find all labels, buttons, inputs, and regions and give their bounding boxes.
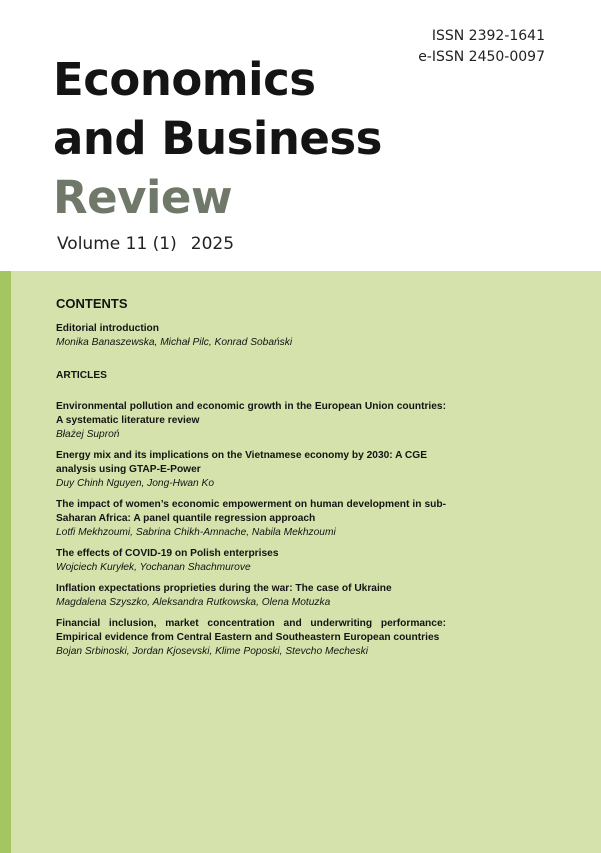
article-authors: Wojciech Kuryłek, Yochanan Shachmurove xyxy=(56,562,251,573)
article-authors: Błażej Suproń xyxy=(56,429,120,440)
title-line-economics: Economics xyxy=(53,53,316,106)
volume-line xyxy=(57,234,234,254)
article-entry xyxy=(56,498,446,540)
table-of-contents xyxy=(56,296,446,666)
title-line-review: Review xyxy=(53,171,233,224)
article-entry xyxy=(56,547,446,575)
editorial-title: Editorial introduction xyxy=(56,323,159,334)
article-title: The impact of women’s economic empowerment on human development in sub-Saharan Africa: A panel quantile regression approach xyxy=(56,499,446,524)
article-title: Inflation expectations proprieties during the war: The case of Ukraine xyxy=(56,583,392,594)
journal-title xyxy=(53,50,382,227)
article-authors: Bojan Srbinoski, Jordan Kjosevski, Klime Poposki, Stevcho Mecheski xyxy=(56,646,368,657)
eissn: e-ISSN 2450-0097 xyxy=(418,49,545,65)
article-entry xyxy=(56,449,446,491)
issn: ISSN 2392-1641 xyxy=(431,28,545,44)
title-line-and-business: and Business xyxy=(53,112,382,165)
editorial-entry xyxy=(56,322,446,350)
article-title: Environmental pollution and economic growth in the European Union countries: A systematic literature review xyxy=(56,401,446,426)
articles-heading: ARTICLES xyxy=(56,370,107,381)
article-authors: Lotfi Mekhzoumi, Sabrina Chikh-Amnache, Nabila Mekhzoumi xyxy=(56,527,336,538)
article-entry xyxy=(56,617,446,659)
accent-strip xyxy=(0,271,11,853)
editorial-authors: Monika Banaszewska, Michał Pilc, Konrad Sobański xyxy=(56,337,293,348)
contents-heading: CONTENTS xyxy=(56,296,128,311)
article-title: Financial inclusion, market concentration and underwriting performance: Empirical evidence from Central Eastern and Southeastern European countries xyxy=(56,618,446,643)
volume-number: Volume 11 (1) xyxy=(57,234,177,254)
article-authors: Magdalena Szyszko, Aleksandra Rutkowska, Olena Motuzka xyxy=(56,597,331,608)
article-title: The effects of COVID-19 on Polish enterprises xyxy=(56,548,279,559)
article-authors: Duy Chinh Nguyen, Jong-Hwan Ko xyxy=(56,478,214,489)
article-title: Energy mix and its implications on the Vietnamese economy by 2030: A CGE analysis using GTAP-E-Power xyxy=(56,450,428,475)
article-entry xyxy=(56,400,446,442)
volume-year: 2025 xyxy=(190,234,235,254)
issn-block xyxy=(418,26,545,68)
article-entry xyxy=(56,582,446,610)
